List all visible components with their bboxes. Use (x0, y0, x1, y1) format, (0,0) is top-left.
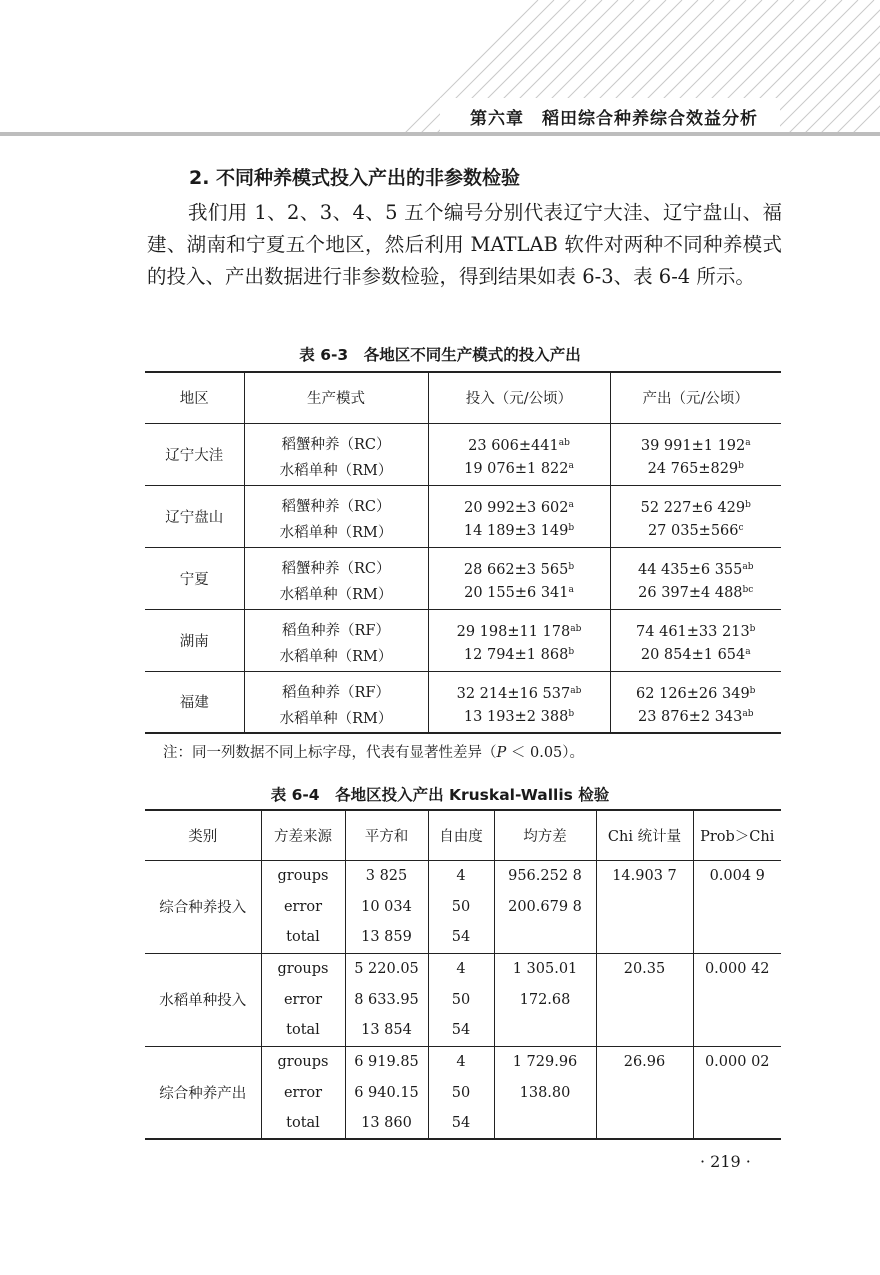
mode-cell: 稻鱼种养（RF） (244, 671, 428, 702)
category-cell: 综合种养投入 (145, 860, 261, 953)
significance-letter: a (745, 438, 751, 448)
header-chi: Chi 统计量 (596, 810, 693, 860)
mode-cell: 水稻单种（RM） (244, 640, 428, 671)
header-region: 地区 (145, 372, 244, 423)
significance-letter: b (568, 523, 575, 534)
significance-letter: b (749, 624, 756, 634)
sum-squares-cell: 10 034 (345, 891, 428, 922)
mean-square-cell: 138.80 (494, 1077, 596, 1108)
input-cell-value: 19 076±1 822 (464, 461, 569, 478)
significance-letter: a (745, 647, 751, 658)
category-cell: 水稻单种投入 (145, 953, 261, 1046)
significance-letter: ab (570, 624, 582, 634)
header-output: 产出（元/公顷） (642, 391, 749, 408)
header-ms: 均方差 (494, 810, 596, 860)
significance-letter: ab (742, 709, 754, 719)
df-cell: 54 (428, 1015, 494, 1046)
table-row (145, 1046, 781, 1077)
header-prob: Prob＞Chi (700, 828, 775, 845)
mean-square-cell: 956.252 8 (494, 860, 596, 891)
df-cell: 54 (428, 922, 494, 953)
mode-cell: 水稻单种（RM） (244, 578, 428, 609)
table-6-4 (145, 809, 781, 1140)
page-number: · 219 · (700, 1152, 751, 1171)
output-cell-value: 52 227±6 429 (640, 500, 746, 516)
significance-letter: c (738, 523, 744, 534)
output-cell-value: 27 035±566 (647, 523, 739, 540)
source-cell: total (261, 922, 345, 953)
sum-squares-cell: 6 919.85 (345, 1046, 428, 1077)
source-cell: groups (261, 953, 345, 984)
output-cell-value: 26 397±4 488 (638, 585, 743, 602)
significance-letter: ab (570, 686, 582, 696)
significance-letter: a (568, 500, 574, 510)
output-cell-value: 20 854±1 654 (640, 647, 746, 664)
source-cell: groups (261, 1046, 345, 1077)
input-cell (428, 516, 610, 547)
significance-letter: b (749, 686, 756, 696)
chi-cell: 14.903 7 (596, 860, 693, 953)
source-cell: groups (261, 860, 345, 891)
input-cell (428, 702, 610, 733)
output-cell (610, 609, 781, 640)
mode-cell: 稻鱼种养（RF） (244, 609, 428, 640)
input-cell-value: 20 155±6 341 (464, 585, 569, 602)
header-ss: 平方和 (345, 810, 428, 860)
chi-cell: 20.35 (596, 953, 693, 1046)
mode-cell: 稻蟹种养（RC） (244, 423, 428, 454)
output-cell (610, 640, 781, 671)
input-cell (428, 578, 610, 609)
source-cell: total (261, 1015, 345, 1046)
significance-letter: a (568, 461, 574, 472)
chapter-title: 第六章 稻田综合种养综合效益分析 (470, 109, 758, 129)
output-cell (610, 485, 781, 516)
significance-letter: b (568, 709, 575, 719)
significance-letter: b (738, 461, 744, 472)
df-cell: 50 (428, 891, 494, 922)
table-row (145, 547, 781, 578)
input-cell-value: 12 794±1 868 (463, 647, 569, 664)
output-cell (610, 423, 781, 454)
table-6-3-caption: 表 6-3 各地区不同生产模式的投入产出 (299, 346, 581, 364)
df-cell: 50 (428, 1077, 494, 1108)
sum-squares-cell: 8 633.95 (345, 984, 428, 1015)
df-cell: 4 (428, 1046, 494, 1077)
input-cell-value: 23 606±441 (468, 438, 559, 454)
mean-square-cell: 1 305.01 (494, 953, 596, 984)
mean-square-cell (494, 922, 596, 953)
sum-squares-cell: 13 859 (345, 922, 428, 953)
source-cell: error (261, 984, 345, 1015)
input-cell-value: 14 189±3 149 (463, 523, 569, 540)
output-cell (610, 516, 781, 547)
significance-letter: bc (742, 585, 754, 596)
table-6-4-caption: 表 6-4 各地区投入产出 Kruskal-Wallis 检验 (270, 786, 610, 804)
source-cell: error (261, 1077, 345, 1108)
input-cell (428, 547, 610, 578)
output-cell (610, 578, 781, 609)
source-cell: total (261, 1108, 345, 1139)
header-df: 自由度 (428, 810, 494, 860)
sum-squares-cell: 3 825 (345, 860, 428, 891)
table-note: 注：同一列数据不同上标字母，代表有显著性差异（P ＜ 0.05）。 (163, 745, 585, 761)
output-cell (610, 547, 781, 578)
table-6-3 (145, 371, 781, 734)
input-cell-value: 32 214±16 537 (456, 686, 571, 702)
sum-squares-cell: 6 940.15 (345, 1077, 428, 1108)
input-cell (428, 423, 610, 454)
region-cell: 湖南 (145, 609, 244, 671)
output-cell-value: 62 126±26 349 (636, 686, 750, 702)
output-cell-value: 39 991±1 192 (640, 438, 746, 454)
output-cell-value: 44 435±6 355 (637, 562, 743, 578)
input-cell (428, 671, 610, 702)
region-cell: 福建 (145, 671, 244, 733)
significance-letter: ab (742, 562, 754, 572)
mode-cell: 稻蟹种养（RC） (244, 485, 428, 516)
header-mode: 生产模式 (244, 372, 428, 423)
table-row (145, 860, 781, 891)
input-cell-value: 28 662±3 565 (463, 562, 569, 578)
source-cell: error (261, 891, 345, 922)
input-cell (428, 485, 610, 516)
mean-square-cell: 200.679 8 (494, 891, 596, 922)
output-cell-value: 23 876±2 343 (637, 709, 743, 725)
mode-cell: 水稻单种（RM） (244, 702, 428, 733)
section-heading: 2. 不同种养模式投入产出的非参数检验 (189, 167, 521, 189)
prob-cell: 0.000 02 (704, 1053, 770, 1070)
mean-square-cell (494, 1108, 596, 1139)
body-paragraph: 我们用 1、2、3、4、5 五个编号分别代表辽宁大洼、辽宁盘山、福建、湖南和宁夏五个地区，然后利用 MATLAB 软件对两种不同种养模式的投入、产出数据进行非参数检验，得到结果如表 6-3、表 6-4 所示。 (147, 201, 782, 288)
sum-squares-cell: 13 860 (345, 1108, 428, 1139)
output-cell (610, 702, 781, 733)
output-cell-value: 74 461±33 213 (636, 624, 750, 640)
mode-cell: 水稻单种（RM） (244, 454, 428, 485)
prob-cell: 0.000 42 (704, 960, 770, 977)
chi-cell: 26.96 (596, 1046, 693, 1139)
output-cell-value: 24 765±829 (647, 461, 739, 478)
mean-square-cell: 1 729.96 (494, 1046, 596, 1077)
header-category: 类别 (145, 810, 261, 860)
header-input: 投入（元/公顷） (428, 372, 610, 423)
significance-letter: b (745, 500, 751, 510)
category-cell: 综合种养产出 (145, 1046, 261, 1139)
input-cell-value: 29 198±11 178 (456, 624, 571, 640)
prob-cell: 0.004 9 (709, 867, 765, 884)
output-cell (610, 671, 781, 702)
input-cell (428, 609, 610, 640)
output-cell (610, 454, 781, 485)
table-row (145, 485, 781, 516)
region-cell: 宁夏 (145, 547, 244, 609)
significance-letter: a (568, 585, 574, 596)
input-cell-value: 20 992±3 602 (464, 500, 569, 516)
input-cell (428, 454, 610, 485)
sum-squares-cell: 5 220.05 (345, 953, 428, 984)
region-cell: 辽宁大洼 (145, 423, 244, 485)
table-row (145, 671, 781, 702)
region-cell: 辽宁盘山 (145, 485, 244, 547)
significance-letter: b (568, 562, 575, 572)
df-cell: 4 (428, 860, 494, 891)
mean-square-cell (494, 1015, 596, 1046)
input-cell-value: 13 193±2 388 (463, 709, 569, 725)
mode-cell: 稻蟹种养（RC） (244, 547, 428, 578)
table-row (145, 423, 781, 454)
significance-letter: b (568, 647, 575, 658)
sum-squares-cell: 13 854 (345, 1015, 428, 1046)
df-cell: 50 (428, 984, 494, 1015)
mean-square-cell: 172.68 (494, 984, 596, 1015)
table-row (145, 609, 781, 640)
input-cell (428, 640, 610, 671)
significance-letter: ab (558, 438, 570, 448)
mode-cell: 水稻单种（RM） (244, 516, 428, 547)
header-source: 方差来源 (261, 810, 345, 860)
table-row (145, 953, 781, 984)
df-cell: 54 (428, 1108, 494, 1139)
df-cell: 4 (428, 953, 494, 984)
